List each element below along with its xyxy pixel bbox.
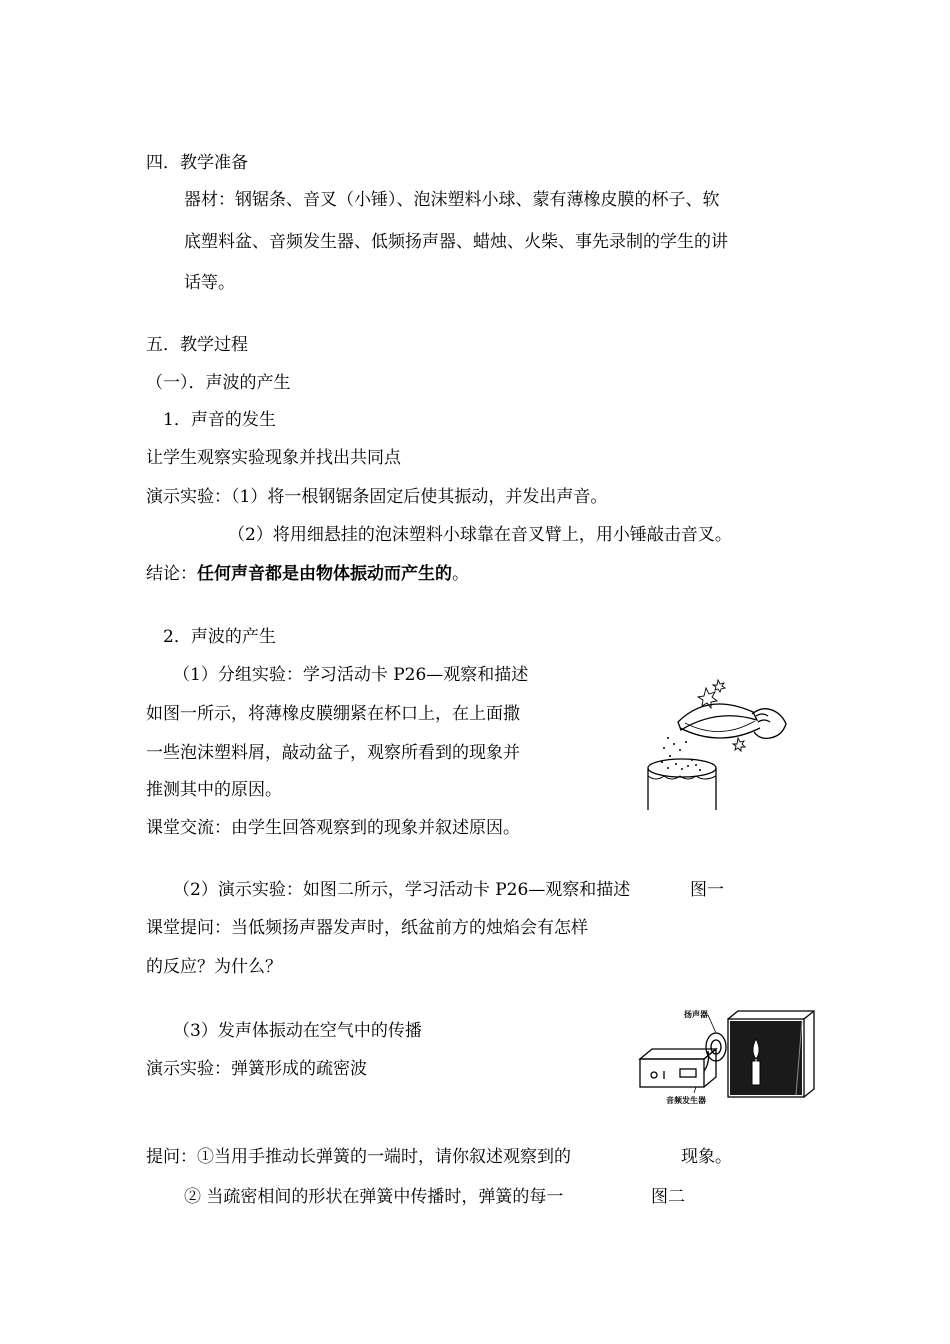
figure-1-caption: 图一 bbox=[690, 880, 724, 900]
materials-line-2: 底塑料盆、音频发生器、低频扬声器、蜡烛、火柴、事先录制的学生的讲 bbox=[184, 232, 728, 252]
conclusion-text bbox=[146, 563, 469, 585]
demo-2-text: （2）将用细悬挂的泡沫塑料小球靠在音叉臂上，用小锤敲击音叉。 bbox=[228, 525, 732, 545]
conclusion-suffix: 。 bbox=[452, 564, 469, 584]
question-line-2: 的反应？为什么？ bbox=[146, 957, 282, 977]
item-2-heading: 2．声波的产生 bbox=[163, 627, 276, 647]
figure-1-illustration bbox=[640, 676, 790, 816]
conclusion-bold: 任何声音都是由物体振动而产生的 bbox=[197, 564, 452, 584]
figure-2-illustration bbox=[636, 1005, 816, 1105]
conclusion-prefix: 结论： bbox=[146, 564, 197, 584]
figure-1-desc-3: 推测其中的原因。 bbox=[146, 780, 282, 800]
question-line-1: 课堂提问：当低频扬声器发声时，纸盆前方的烛焰会有怎样 bbox=[146, 918, 588, 938]
speaker-label: 扬声器 bbox=[684, 1010, 708, 1019]
figure-1-desc-1: 如图一所示，将薄橡皮膜绷紧在杯口上，在上面撒 bbox=[146, 704, 520, 724]
propagation-heading: （3）发声体振动在空气中的传播 bbox=[173, 1021, 422, 1041]
materials-line-3: 话等。 bbox=[184, 273, 235, 293]
generator-label: 音频发生器 bbox=[666, 1096, 706, 1105]
demo-experiment-2-text: （2）演示实验：如图二所示，学习活动卡 P26—观察和描述 bbox=[173, 880, 631, 900]
materials-line-1: 器材：钢锯条、音叉（小锤）、泡沫塑料小球、蒙有薄橡皮膜的杯子、软 bbox=[184, 190, 720, 210]
figure-2-caption: 图二 bbox=[651, 1187, 685, 1207]
ask-line-1: 提问：①当用手推动长弹簧的一端时，请你叙述观察到的 bbox=[146, 1147, 571, 1167]
demo-1-text: 演示实验：（1）将一根钢锯条固定后使其振动，并发出声音。 bbox=[146, 487, 608, 507]
figure-1-desc-2: 一些泡沫塑料屑，敲动盆子，观察所看到的现象并 bbox=[146, 743, 520, 763]
subsection-1-heading: （一）．声波的产生 bbox=[146, 373, 291, 393]
section4-heading: 四．教学准备 bbox=[146, 153, 248, 173]
class-exchange-text: 课堂交流：由学生回答观察到的现象并叙述原因。 bbox=[146, 818, 520, 838]
demo-spring-text: 演示实验：弹簧形成的疏密波 bbox=[146, 1059, 367, 1079]
group-experiment-text: （1）分组实验：学习活动卡 P26—观察和描述 bbox=[173, 665, 529, 685]
observe-text: 让学生观察实验现象并找出共同点 bbox=[146, 448, 401, 468]
item-1-heading: 1．声音的发生 bbox=[163, 410, 276, 430]
ask-line-2: ② 当疏密相间的形状在弹簧中传播时，弹簧的每一 bbox=[184, 1187, 564, 1207]
ask-line-1-tail: 现象。 bbox=[681, 1147, 732, 1167]
section5-heading: 五．教学过程 bbox=[146, 335, 248, 355]
